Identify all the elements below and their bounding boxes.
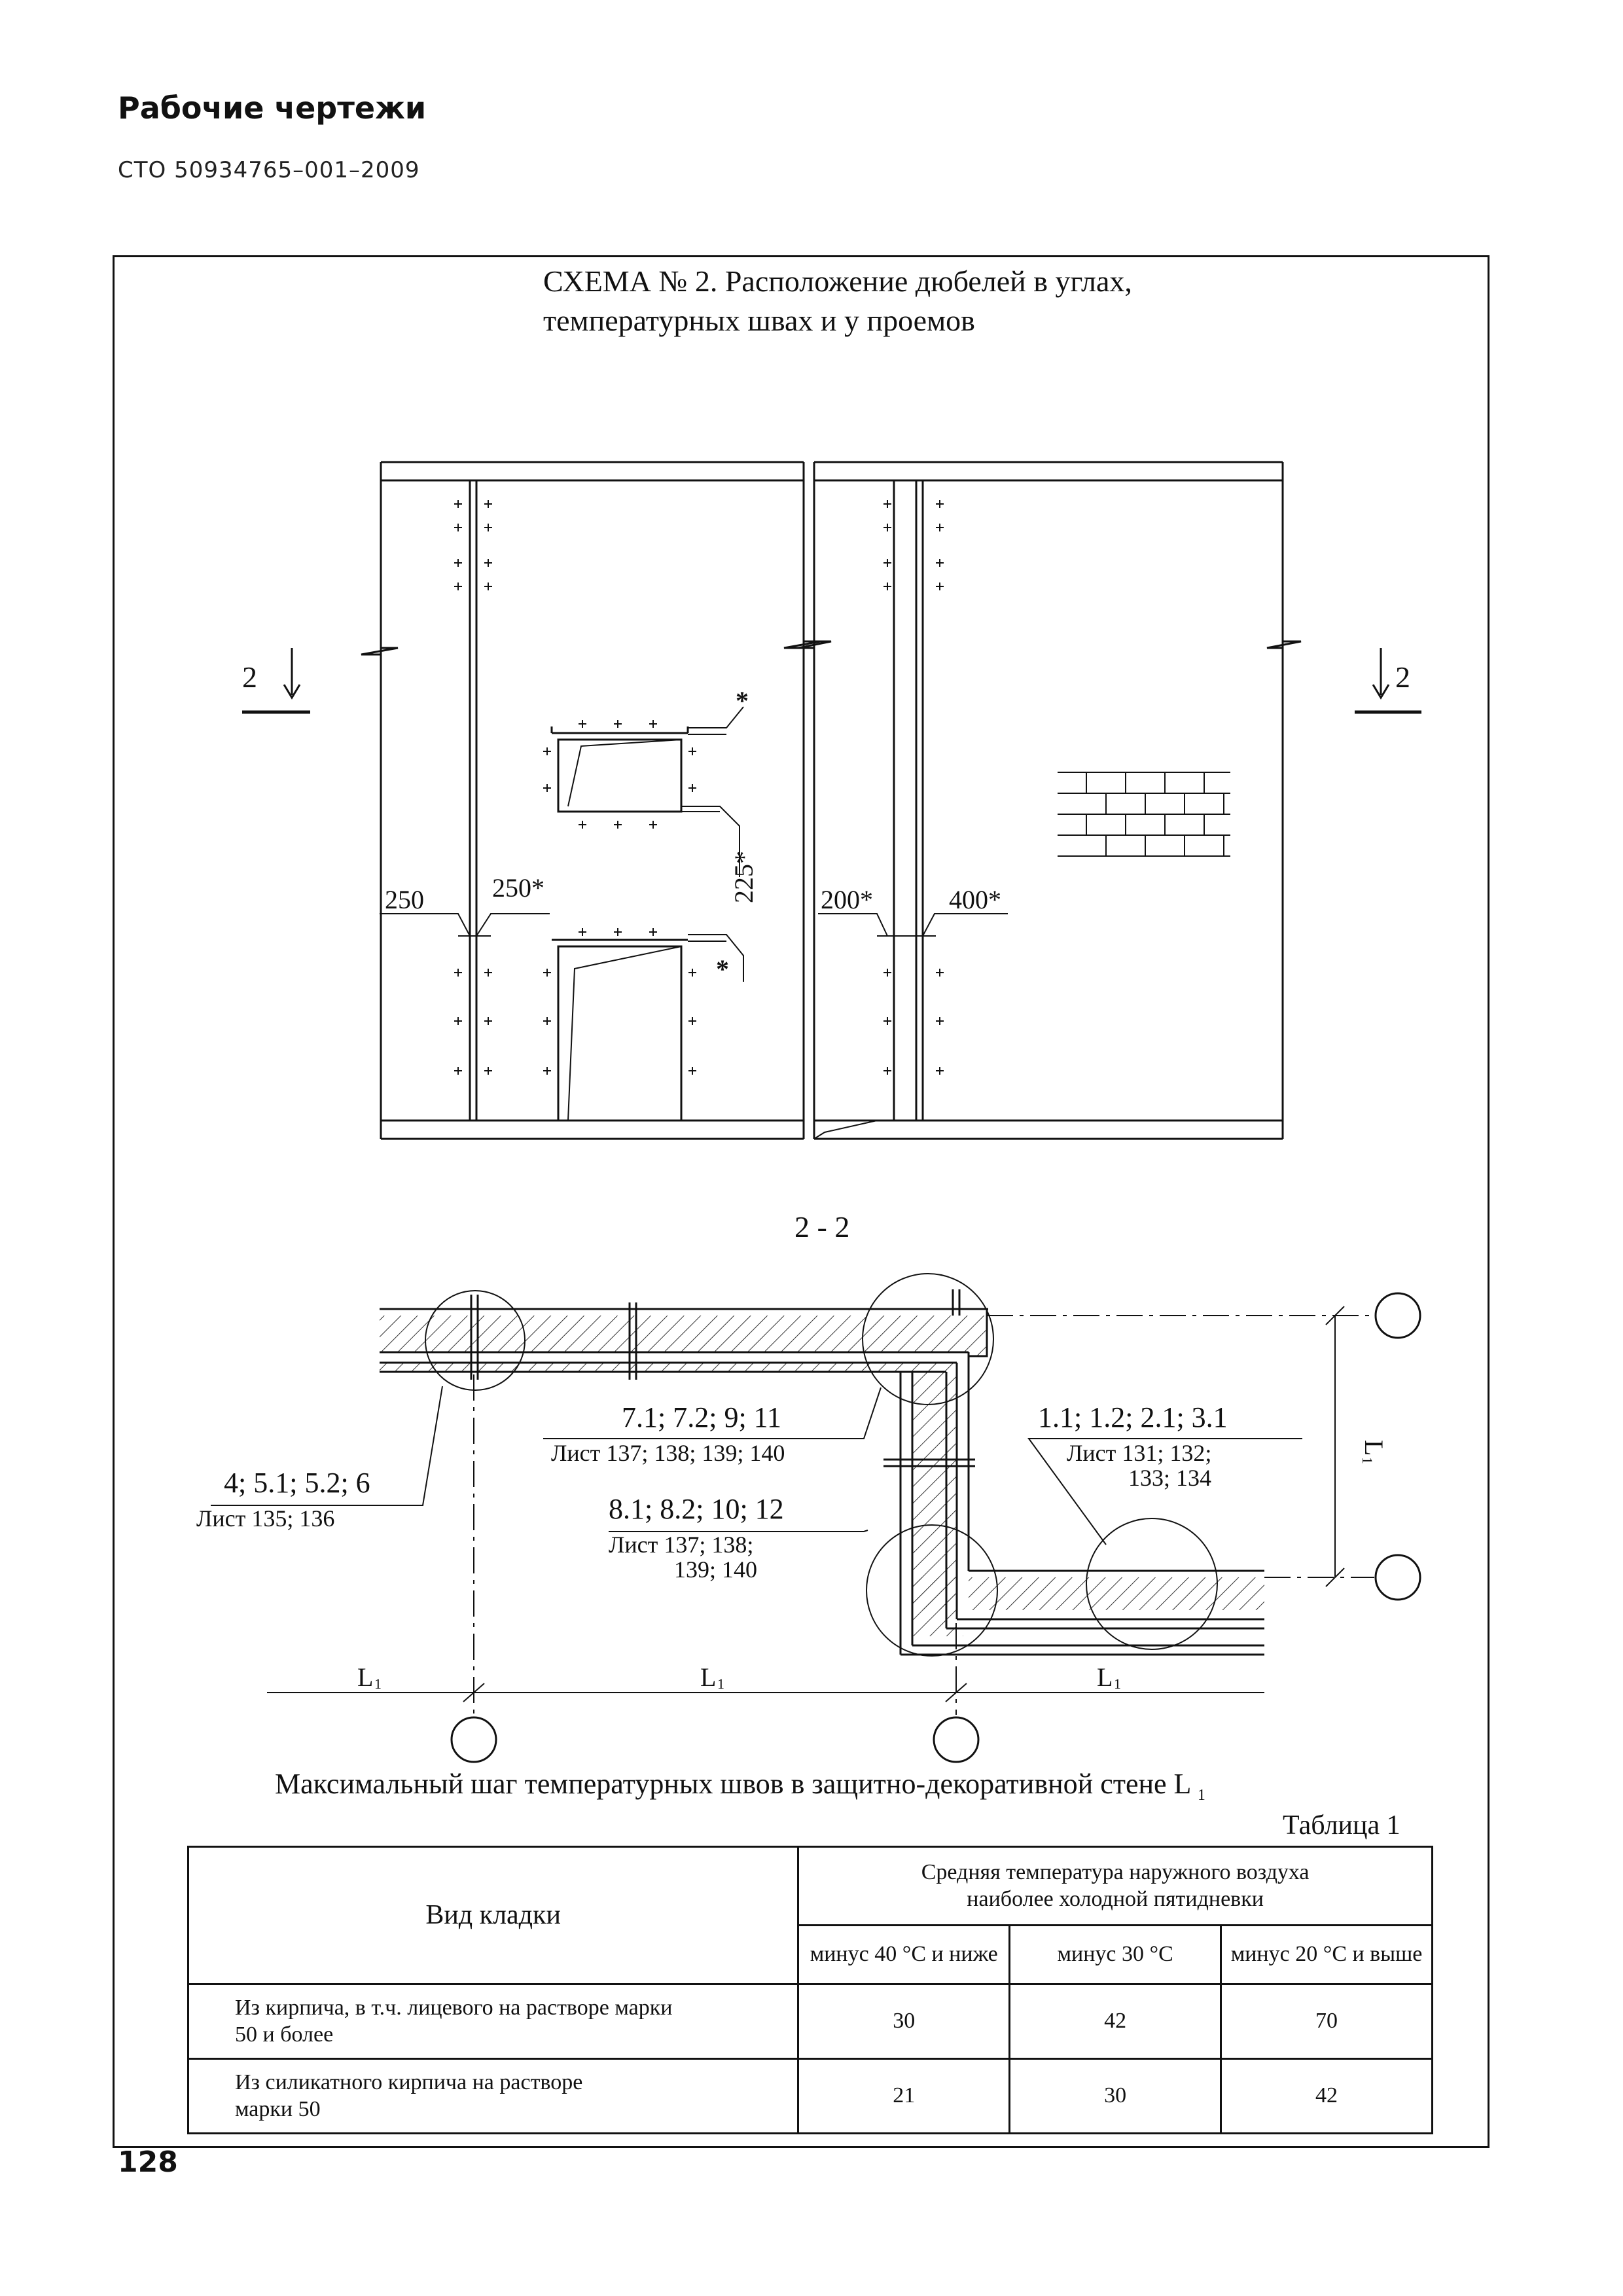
row-2-value-1: 21 bbox=[798, 2059, 1010, 2134]
table-title bbox=[275, 1767, 1205, 1804]
row-1-type: Из кирпича, в т.ч. лицевого на растворе марки 50 и более bbox=[188, 1984, 798, 2059]
elevation-view bbox=[242, 462, 1421, 1139]
span-label-3-main: L bbox=[1097, 1662, 1113, 1692]
callout-d-main: 1.1; 1.2; 2.1; 3.1 bbox=[1038, 1401, 1228, 1433]
standard-code: СТО 50934765–001–2009 bbox=[118, 157, 420, 183]
section-mark-right-label: 2 bbox=[1395, 660, 1410, 694]
col-header-temp: Средняя температура наружного воздуха наиболее холодной пятидневки bbox=[798, 1847, 1433, 1926]
table-row bbox=[188, 1984, 1433, 2059]
dim-250: 250 bbox=[385, 885, 424, 914]
row-2-type: Из силикатного кирпича на растворе марки 50 bbox=[188, 2059, 798, 2134]
row-1-value-2: 42 bbox=[1010, 1984, 1221, 2059]
span-label-3-sub: 1 bbox=[1114, 1676, 1121, 1692]
callout-c-sheet1: Лист 137; 138; bbox=[609, 1532, 754, 1558]
callout-a-main: 4; 5.1; 5.2; 6 bbox=[224, 1467, 370, 1499]
row-2-value-2: 30 bbox=[1010, 2059, 1221, 2134]
door-top-star: * bbox=[716, 954, 729, 984]
right-wall-panel bbox=[798, 462, 1301, 1139]
callout-b-sheet: Лист 137; 138; 139; 140 bbox=[551, 1440, 785, 1466]
table-title-sub: 1 bbox=[1197, 1786, 1205, 1804]
callout-c-sheet2: 139; 140 bbox=[674, 1556, 758, 1583]
table-title-text: Максимальный шаг температурных швов в защитно-декоративной стене L bbox=[275, 1768, 1190, 1800]
span-label-2 bbox=[700, 1662, 724, 1692]
callout-b-main: 7.1; 7.2; 9; 11 bbox=[622, 1401, 782, 1433]
span-label-2-sub: 1 bbox=[717, 1676, 724, 1692]
dim-250-star: 250* bbox=[492, 873, 544, 903]
span-label-1-main: L bbox=[357, 1662, 374, 1692]
col-header-temp-3: минус 20 °С и выше bbox=[1221, 1926, 1433, 1984]
dowel-markers bbox=[454, 500, 944, 1075]
span-label-2-main: L bbox=[700, 1662, 717, 1692]
span-label-v-main: L bbox=[1359, 1440, 1389, 1456]
span-label-v-sub: 1 bbox=[1359, 1457, 1376, 1464]
col-header-temp-2: минус 30 °С bbox=[1010, 1926, 1221, 1984]
span-label-1 bbox=[357, 1662, 382, 1692]
span-label-vertical bbox=[1359, 1440, 1389, 1464]
left-wall-panel bbox=[361, 462, 821, 1139]
callout-a-sheet: Лист 135; 136 bbox=[196, 1505, 335, 1532]
schema-title-line1: СХЕМА № 2. Расположение дюбелей в углах, bbox=[543, 264, 1132, 298]
section-mark-right bbox=[1355, 648, 1421, 712]
col-header-type: Вид кладки bbox=[188, 1847, 798, 1984]
window-top-star: * bbox=[736, 686, 749, 715]
row-2-value-3: 42 bbox=[1221, 2059, 1433, 2134]
table-caption: Таблица 1 bbox=[1283, 1810, 1400, 1840]
section-mark-left-label: 2 bbox=[242, 660, 257, 694]
dim-225-star: 225* bbox=[729, 851, 758, 903]
section-plan bbox=[211, 1274, 1420, 1762]
expansion-joint-table bbox=[187, 1846, 1433, 2134]
row-1-value-1: 30 bbox=[798, 1984, 1010, 2059]
callout-d-sheet1: Лист 131; 132; bbox=[1067, 1440, 1212, 1466]
section-label: 2 - 2 bbox=[794, 1210, 850, 1244]
section-title: Рабочие чертежи bbox=[118, 90, 427, 126]
span-label-3 bbox=[1097, 1662, 1121, 1692]
callout-c-main: 8.1; 8.2; 10; 12 bbox=[609, 1493, 784, 1525]
row-1-value-3: 70 bbox=[1221, 1984, 1433, 2059]
dim-400-star: 400* bbox=[949, 885, 1001, 914]
callout-d-sheet2: 133; 134 bbox=[1128, 1465, 1212, 1491]
schema-title-line2: температурных швах и у проемов bbox=[543, 304, 975, 337]
page-number: 128 bbox=[118, 2145, 178, 2179]
table-row bbox=[188, 2059, 1433, 2134]
dim-200-star: 200* bbox=[821, 885, 873, 914]
col-header-temp-1: минус 40 °С и ниже bbox=[798, 1926, 1010, 1984]
brick-pattern bbox=[1058, 772, 1230, 856]
span-label-1-sub: 1 bbox=[374, 1676, 382, 1692]
